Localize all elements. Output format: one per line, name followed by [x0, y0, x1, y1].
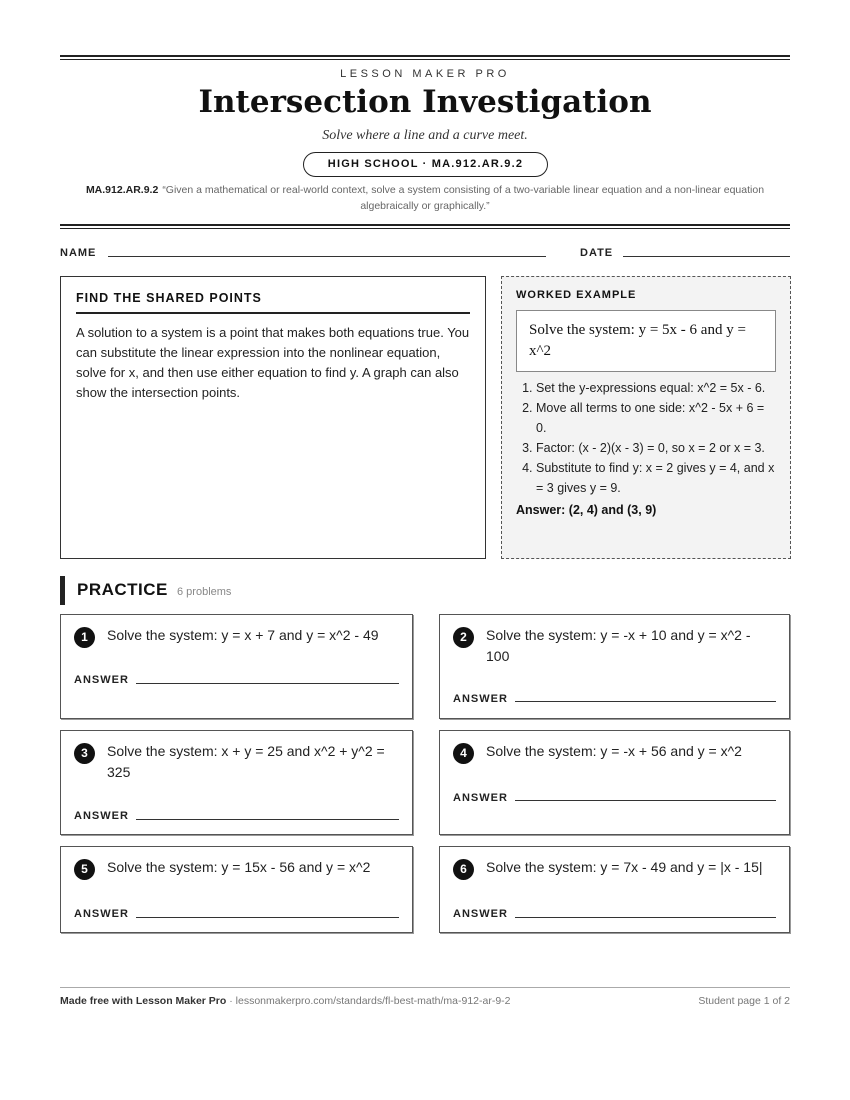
example-step: 2. Move all terms to one side: x^2 - 5x + 6 = 0.	[536, 398, 776, 438]
answer-label: ANSWER	[74, 810, 129, 822]
footer-rule	[60, 987, 790, 988]
answer-field[interactable]	[136, 683, 399, 684]
standard-code: MA.912.AR.9.2	[85, 184, 159, 196]
problem-number-badge: 3	[74, 743, 95, 764]
grade-standard-badge: HIGH SCHOOL · MA.912.AR.9.2	[303, 152, 548, 177]
brand-name: LESSON MAKER PRO	[340, 68, 510, 80]
practice-problem-2	[439, 614, 790, 719]
header-top-rule	[60, 55, 790, 60]
answer-label: ANSWER	[74, 674, 129, 686]
footer-url: · lessonmakerpro.com/standards/fl-best-math/ma-912-ar-9-2	[226, 995, 511, 1007]
practice-heading: PRACTICE	[77, 580, 168, 599]
example-answer: Answer: (2, 4) and (3, 9)	[516, 503, 657, 517]
practice-problem-6	[439, 846, 790, 933]
answer-label: ANSWER	[453, 908, 508, 920]
problem-text: Solve the system: y = 7x - 49 and y = |x - 15|	[486, 859, 763, 875]
standard-text: “Given a mathematical or real-world context, solve a system consisting of a two-variable linear equation and a non-linear equation algebraically or graphically.”	[162, 184, 765, 212]
header-bottom-rule	[60, 224, 790, 229]
problem-text: Solve the system: x + y = 25 and x^2 + y^2 = 325	[107, 743, 385, 780]
footer-made-with: Made free with Lesson Maker Pro	[60, 995, 227, 1007]
standard-description	[75, 182, 775, 214]
name-label: NAME	[60, 247, 97, 259]
problem-text: Solve the system: y = 15x - 56 and y = x^2	[107, 859, 371, 875]
date-label: DATE	[580, 247, 614, 259]
practice-problem-3	[60, 730, 413, 835]
answer-label: ANSWER	[453, 792, 508, 804]
example-step: 1. Set the y-expressions equal: x^2 = 5x - 6.	[536, 378, 776, 398]
problem-number-badge: 1	[74, 627, 95, 648]
answer-field[interactable]	[515, 701, 776, 702]
answer-field[interactable]	[136, 917, 399, 918]
problem-number-badge: 4	[453, 743, 474, 764]
practice-problem-1	[60, 614, 413, 719]
example-heading: WORKED EXAMPLE	[516, 289, 637, 301]
problem-text: Solve the system: y = -x + 10 and y = x^2 - 100	[486, 627, 751, 664]
practice-count: 6 problems	[177, 586, 232, 598]
example-step: 4. Substitute to find y: x = 2 gives y = 4, and x = 3 gives y = 9.	[536, 458, 776, 498]
date-field[interactable]	[623, 256, 790, 257]
example-problem: Solve the system: y = 5x - 6 and y = x^2	[516, 310, 776, 372]
footer-credit	[60, 995, 511, 1007]
find-heading: FIND THE SHARED POINTS	[76, 291, 470, 314]
find-shared-points-panel	[60, 276, 486, 559]
answer-label: ANSWER	[453, 693, 508, 705]
example-steps	[516, 378, 776, 498]
answer-field[interactable]	[515, 917, 776, 918]
page-title: Intersection Investigation	[198, 84, 652, 120]
practice-problem-5	[60, 846, 413, 933]
problem-number-badge: 5	[74, 859, 95, 880]
practice-accent-bar	[60, 576, 65, 605]
answer-field[interactable]	[515, 800, 776, 801]
answer-label: ANSWER	[74, 908, 129, 920]
practice-problem-4	[439, 730, 790, 835]
footer-page-number: Student page 1 of 2	[698, 995, 790, 1007]
problem-number-badge: 6	[453, 859, 474, 880]
example-step: 3. Factor: (x - 2)(x - 3) = 0, so x = 2 or x = 3.	[536, 438, 776, 458]
answer-field[interactable]	[136, 819, 399, 820]
name-field[interactable]	[108, 256, 546, 257]
problem-text: Solve the system: y = -x + 56 and y = x^2	[486, 743, 742, 759]
problem-text: Solve the system: y = x + 7 and y = x^2 - 49	[107, 627, 379, 643]
problem-number-badge: 2	[453, 627, 474, 648]
worked-example-panel	[501, 276, 791, 559]
page-subtitle: Solve where a line and a curve meet.	[322, 128, 528, 143]
find-body: A solution to a system is a point that makes both equations true. You can substitute the linear expression into the nonlinear equation, solve for x, and then use either equation to find y. A graph can also show the intersection points.	[76, 325, 470, 400]
